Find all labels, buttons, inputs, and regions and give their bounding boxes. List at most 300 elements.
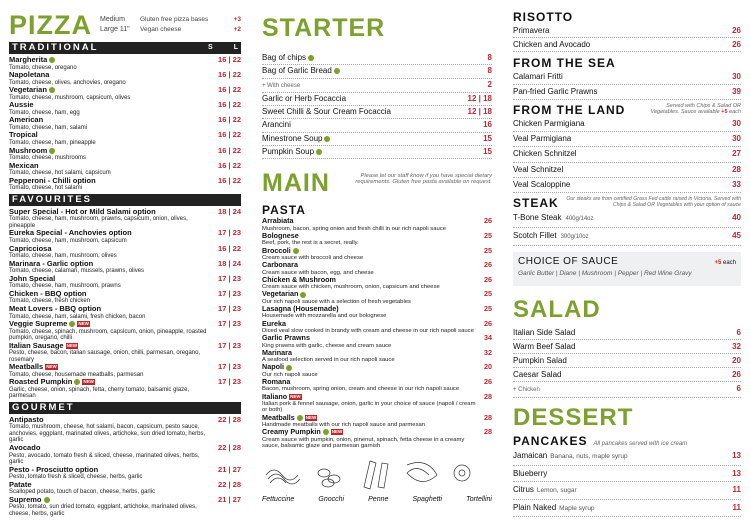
pasta-name: Broccoli xyxy=(262,245,291,255)
dessert-title: DESSERT xyxy=(513,404,634,432)
pizza-price xyxy=(218,416,241,425)
pasta-name: Italiano xyxy=(262,391,288,401)
item-price: 11 xyxy=(732,485,741,495)
pancakes-note: All pancakes served with ice cream xyxy=(593,441,688,448)
price-large: 23 xyxy=(232,362,241,372)
price-small: 22 xyxy=(218,442,227,452)
pizza-item xyxy=(9,147,241,162)
spaghetti-icon xyxy=(407,462,437,481)
price-large: 23 xyxy=(232,319,241,328)
menu-item xyxy=(513,178,741,193)
favourites-list xyxy=(9,208,241,400)
pizza-desc: Tomato, cheese, ham, mushroom, olives xyxy=(9,253,117,260)
item-name: Pumpkin Salad xyxy=(513,356,567,366)
pasta-shapes-illustration xyxy=(262,453,492,493)
favourites-title: FAVOURITES xyxy=(12,193,92,205)
item-name: Chicken Schnitzel xyxy=(513,149,577,159)
item-price: 27 xyxy=(732,149,741,159)
pasta-item xyxy=(262,320,492,335)
pizza-column xyxy=(9,0,241,530)
item-price: 30 xyxy=(732,134,741,144)
menu-item xyxy=(513,24,741,38)
traditional-bar xyxy=(9,42,241,54)
item-name: Sweet Chilli & Sour Cream Focaccia xyxy=(262,107,391,117)
shape-gnocchi: Gnocchi xyxy=(318,495,345,503)
price-sep: | xyxy=(226,130,233,140)
veg-marker-icon xyxy=(323,429,329,435)
pasta-price: 26 xyxy=(484,274,492,284)
price-small: 18 xyxy=(218,206,227,216)
price-small: 16 xyxy=(218,145,227,155)
item-name: Blueberry xyxy=(513,468,548,478)
pasta-price: 26 xyxy=(484,260,492,270)
price-large: 23 xyxy=(232,273,241,283)
pasta-price: 26 xyxy=(484,377,492,387)
pizza-item xyxy=(9,86,241,101)
pizza-price xyxy=(218,101,241,110)
item-name: Scotch Fillet xyxy=(513,231,557,241)
pasta-desc: Cream sauce with broccoli and cheese xyxy=(262,255,364,261)
price-small: 16 xyxy=(218,70,227,80)
menu-item xyxy=(513,163,741,178)
item-price: 13 xyxy=(732,451,741,461)
new-badge: NEW xyxy=(305,414,317,420)
pizza-price xyxy=(218,131,241,140)
pizza-price xyxy=(218,481,241,490)
pizza-name: Patate xyxy=(9,479,32,489)
item-name: Pan-fried Garlic Prawns xyxy=(513,87,598,96)
pizza-name: Aussie xyxy=(9,100,34,110)
item-price: 6 xyxy=(736,328,741,338)
new-badge: NEW xyxy=(290,393,301,399)
size-medium: Medium xyxy=(100,16,125,23)
pizza-item xyxy=(9,444,241,466)
land-note-suffix: each xyxy=(729,109,741,115)
item-name: Arancini xyxy=(262,120,291,130)
pizza-price xyxy=(218,56,241,65)
pasta-desc: Cream sauce with bacon, egg, and cheese xyxy=(262,269,374,276)
price-large: 22 xyxy=(232,175,241,185)
pizza-item xyxy=(9,342,241,364)
new-badge: NEW xyxy=(46,364,57,370)
pizza-price xyxy=(218,305,241,314)
pasta-desc: A seafood selection served in our rich napoli sauce xyxy=(262,357,395,364)
pizza-item xyxy=(9,290,241,305)
pasta-name: Napoli xyxy=(262,362,284,372)
penne-icon xyxy=(364,461,388,489)
veg-marker-icon xyxy=(286,365,292,371)
pasta-desc: Mushroom, bacon, spring onion and fresh chilli in our rich napoli sauce xyxy=(262,225,447,232)
col-l: L xyxy=(233,44,238,51)
pasta-desc: Diced veal slow cooked in brandy with cream and cheese in our rich napoli sauce xyxy=(262,328,474,335)
veg-marker-icon xyxy=(293,248,299,254)
fettuccine-icon xyxy=(266,470,300,484)
price-small: 17 xyxy=(218,319,227,328)
price-sep: | xyxy=(226,206,233,216)
land-note-text: Served with Chips & Salad OR Vegetables. Sauce available xyxy=(650,103,741,115)
item-price: 16 xyxy=(483,120,492,130)
item-price: 30 xyxy=(732,119,741,128)
menu-item xyxy=(513,482,741,500)
pizza-item xyxy=(9,245,241,260)
price-large: 27 xyxy=(232,464,241,474)
pasta-price: 26 xyxy=(484,216,492,226)
item-name: Bag of Garlic Bread xyxy=(262,66,332,76)
price-large: 22 xyxy=(232,70,241,80)
menu-item xyxy=(262,106,492,119)
pasta-shapes-labels xyxy=(262,496,492,503)
price-large: 23 xyxy=(232,303,241,313)
new-badge: NEW xyxy=(83,379,94,385)
price-small: 16 xyxy=(218,175,227,185)
pizza-price xyxy=(218,86,241,95)
pizza-price xyxy=(218,208,241,217)
price-small: 22 xyxy=(218,414,227,424)
item-name: Bag of chips xyxy=(262,53,307,62)
item-price: 45 xyxy=(732,231,741,241)
price-large: 23 xyxy=(232,377,241,387)
pizza-item xyxy=(9,101,241,116)
item-name: Italian Side Salad xyxy=(513,328,576,338)
sauce-header xyxy=(518,256,736,267)
pasta-desc: King prawns with garlic, cheese and cream sauce xyxy=(262,342,392,349)
pasta-list xyxy=(262,217,492,449)
pasta-desc: Cream sauce with chicken, mushroom, onion, capsicum and cheese xyxy=(262,284,440,291)
pizza-price xyxy=(218,466,241,475)
item-price: 20 xyxy=(732,356,741,366)
pizza-item xyxy=(9,208,241,230)
pizza-title: PIZZA xyxy=(9,10,92,40)
pasta-name: Bolognese xyxy=(262,230,299,240)
menu-item xyxy=(262,93,492,106)
pizza-item xyxy=(9,177,241,192)
pasta-item xyxy=(262,232,492,247)
shape-tortellini: Tortellini xyxy=(466,495,492,503)
pizza-item xyxy=(9,56,241,71)
pasta-name: Garlic Prawns xyxy=(262,333,310,343)
new-badge: NEW xyxy=(331,429,343,435)
sauce-options: Garlic Butter | Diane | Mushroom | Pepper | Red Wine Gravy xyxy=(518,270,692,278)
traditional-list xyxy=(9,56,241,192)
menu-item xyxy=(513,228,741,246)
pasta-price: 32 xyxy=(484,347,492,357)
mains-desserts-column xyxy=(513,0,741,530)
pizza-name: Tropical xyxy=(9,130,38,140)
pizza-name: Supremo xyxy=(9,494,42,504)
steak-list xyxy=(513,210,741,246)
pizza-price xyxy=(218,177,241,186)
item-name: Veal Parmigiana xyxy=(513,134,572,144)
item-price: 32 xyxy=(732,342,741,352)
pizza-desc: Pesto, cheese, bacon, italian sausage, onion, chilli, parmesan, oregano, rosemary xyxy=(9,350,201,363)
item-name: Warm Beef Salad xyxy=(513,342,576,352)
pizza-item xyxy=(9,71,241,86)
pizza-name: Antipasto xyxy=(9,414,44,424)
pizza-name: Napoletana xyxy=(9,70,50,80)
pizza-item xyxy=(9,320,241,342)
pizza-desc: Tomato, cheese, ham, mushroom, capsicum xyxy=(9,238,127,245)
pizza-name: American xyxy=(9,115,44,125)
item-name: Pumpkin Soup xyxy=(262,147,315,157)
pizza-desc: Tomato, mushroom, cheese, hot salami, bacon, capsicum, pesto sauce, anchovies, eggplant, marinated olives, artichoke, sun dried tomato, herbs, garlic xyxy=(9,424,206,444)
item-price: 12 | 18 xyxy=(467,93,492,103)
pizza-desc: Scalloped potato, touch of bacon, cheese, herbs, garlic xyxy=(9,489,156,496)
pizza-price xyxy=(218,147,241,156)
menu-item xyxy=(513,448,741,466)
pizza-desc: Tomato, cheese, spinach, mushroom, capsicum, onion, pineapple, roasted pumpkin, oregano, chilli xyxy=(9,328,207,342)
pizza-desc: Tomato, cheese, olives, anchovies, oregano xyxy=(9,79,126,86)
price-sep: | xyxy=(226,175,233,185)
menu-item xyxy=(262,146,492,159)
item-price: 12 | 18 xyxy=(467,107,492,117)
price-small: 21 xyxy=(218,464,227,474)
size-labels xyxy=(100,15,140,35)
pasta-price: 25 xyxy=(484,304,492,314)
pasta-name: Eureka xyxy=(262,318,286,328)
item-price: 30 xyxy=(732,72,741,81)
price-large: 23 xyxy=(232,340,241,350)
land-header xyxy=(513,103,741,117)
veg-marker-icon xyxy=(69,321,75,327)
pasta-price: 28 xyxy=(484,427,492,437)
risotto-title: RISOTTO xyxy=(513,10,574,24)
menu-item xyxy=(262,79,492,93)
menu-item xyxy=(513,500,741,518)
price-sep: | xyxy=(226,70,233,80)
item-name: Minestrone Soup xyxy=(262,133,323,143)
pizza-name: Marinara - Garlic option xyxy=(9,258,94,268)
item-price: 15 xyxy=(483,133,492,143)
extras-prices xyxy=(227,15,241,35)
price-small: 17 xyxy=(218,377,227,387)
pizza-name: Roasted Pumpkin xyxy=(9,377,73,387)
item-weight: 400g/14oz xyxy=(565,216,594,223)
price-large: 22 xyxy=(232,115,241,125)
price-large: 24 xyxy=(232,258,241,268)
pizza-name: Italian Sausage xyxy=(9,340,64,350)
price-large: 22 xyxy=(232,85,241,95)
pizza-price xyxy=(218,229,241,238)
sea-title: FROM THE SEA xyxy=(513,56,616,70)
extra-gf-price: +3 xyxy=(233,16,241,23)
price-small: 16 xyxy=(218,55,227,64)
salad-title: SALAD xyxy=(513,296,601,324)
pizza-item xyxy=(9,416,241,444)
price-large: 24 xyxy=(232,206,241,216)
item-name: Veal Schnitzel xyxy=(513,164,564,174)
gourmet-bar xyxy=(9,402,241,414)
pasta-desc: Handmade meatballs with our rich napoli sauce and parmesan xyxy=(262,421,426,428)
shape-penne: Penne xyxy=(368,495,389,503)
land-title: FROM THE LAND xyxy=(513,103,626,117)
pizza-desc: Tomato, cheese, ham, egg xyxy=(9,109,80,116)
pizza-name: Vegetarian xyxy=(9,85,47,95)
item-price: 26 xyxy=(732,26,741,35)
item-price: 28 xyxy=(732,164,741,174)
price-large: 23 xyxy=(232,288,241,298)
item-name: Calamari Fritti xyxy=(513,72,563,81)
item-name: Citrus xyxy=(513,485,534,495)
price-sep: | xyxy=(226,273,233,283)
price-small: 22 xyxy=(218,479,227,489)
price-large: 22 xyxy=(232,243,241,253)
pizza-item xyxy=(9,131,241,146)
pizza-price xyxy=(218,342,241,351)
price-sep: | xyxy=(226,160,233,170)
veg-marker-icon xyxy=(334,68,340,74)
item-name: Garlic or Herb Focaccia xyxy=(262,93,347,103)
pizza-desc: Tomato, cheese, fresh chicken xyxy=(9,298,91,305)
price-sep: | xyxy=(226,85,233,95)
pasta-price: 28 xyxy=(484,412,492,422)
item-desc: Lemon, sugar xyxy=(536,487,577,495)
item-price: 8 xyxy=(487,66,492,76)
price-sep: | xyxy=(226,303,233,313)
pizza-name: Pesto - Prosciutto option xyxy=(9,464,99,474)
item-price: 15 xyxy=(483,147,492,157)
menu-item xyxy=(513,210,741,228)
pizza-item xyxy=(9,305,241,320)
item-price: 2 xyxy=(487,79,492,89)
price-small: 16 xyxy=(218,100,227,110)
pizza-item xyxy=(9,481,241,496)
menu-item xyxy=(513,38,741,52)
price-small: 17 xyxy=(218,273,227,283)
pizza-name: Eureka Special - Anchovies option xyxy=(9,228,132,238)
main-header xyxy=(262,169,492,203)
steak-title: STEAK xyxy=(513,196,559,211)
pizza-desc: Tomato, cheese, ham, salami, fresh chicken, bacon xyxy=(9,313,146,320)
pizza-desc: Garlic, cheese, onion, spinach, fetta, cherry tomato, balsamic glaze, parmesan xyxy=(9,386,190,400)
price-sep: | xyxy=(226,362,233,372)
pizza-desc: Tomato, cheese, calamari, mussels, prawns, olives xyxy=(9,268,145,275)
pasta-desc: Our rich napoli sauce with a selection of fresh vegetables xyxy=(262,298,411,305)
new-badge: NEW xyxy=(66,342,78,348)
pasta-item xyxy=(262,305,492,320)
steak-note: Our steaks are from certified Grass Fed cattle raised in Victoria. Served with Chips & Salad OR Vegetables with your option of sauce xyxy=(566,196,741,209)
pizza-name: Meatballs xyxy=(9,362,44,372)
pasta-name: Marinara xyxy=(262,347,292,357)
pasta-name: Creamy Pumpkin xyxy=(262,427,321,437)
pizza-price xyxy=(218,378,241,387)
price-large: 28 xyxy=(232,479,241,489)
veg-marker-icon xyxy=(49,148,55,154)
pizza-desc: Tomato, cheese, mushrooms xyxy=(9,155,87,162)
price-small: 17 xyxy=(218,228,227,238)
menu-item xyxy=(513,70,741,85)
pasta-item xyxy=(262,414,492,429)
pizza-price xyxy=(218,320,241,329)
item-desc: Maple syrup xyxy=(559,504,595,512)
pasta-desc: Our rich napoli sauce xyxy=(262,371,318,378)
pizza-desc: Tomato, cheese, ham, pineapple xyxy=(9,140,96,147)
pasta-item xyxy=(262,217,492,232)
tortellini-icon xyxy=(454,465,470,481)
shape-fettuccine: Fettuccine xyxy=(262,495,295,503)
traditional-title: TRADITIONAL xyxy=(12,42,99,53)
item-name: T-Bone Steak xyxy=(513,213,562,223)
pancakes-header xyxy=(513,434,741,448)
pizza-name: Avocado xyxy=(9,442,41,452)
pasta-item xyxy=(262,247,492,262)
price-sep: | xyxy=(226,319,233,328)
pasta-name: Chicken & Mushroom xyxy=(262,274,336,284)
price-large: 22 xyxy=(232,100,241,110)
sauce-price: +5 xyxy=(714,260,722,267)
price-sep: | xyxy=(226,243,233,253)
pizza-price xyxy=(218,260,241,269)
item-name: + Chicken xyxy=(513,387,540,394)
veg-marker-icon xyxy=(49,57,55,63)
pizza-price xyxy=(218,71,241,80)
item-name: Chicken Parmigiana xyxy=(513,119,585,128)
pizza-price xyxy=(218,116,241,125)
price-large: 22 xyxy=(232,55,241,64)
item-name: Veal Scaloppine xyxy=(513,179,571,189)
size-large: Large 11" xyxy=(100,26,130,33)
price-large: 22 xyxy=(232,130,241,140)
item-name: Primavera xyxy=(513,26,550,35)
price-large: 28 xyxy=(232,414,241,424)
item-price: 33 xyxy=(732,179,741,189)
price-small: 21 xyxy=(218,494,227,504)
pizza-name: Margherita xyxy=(9,55,48,64)
land-list xyxy=(513,117,741,193)
pizza-name: Super Special - Hot or Mild Salami option xyxy=(9,206,156,216)
starter-list xyxy=(262,52,492,159)
shape-spaghetti: Spaghetti xyxy=(412,495,443,503)
main-title: MAIN xyxy=(262,169,330,198)
price-small: 16 xyxy=(218,130,227,140)
price-sep: | xyxy=(226,494,233,504)
gnocchi-icon xyxy=(318,469,330,477)
gourmet-list xyxy=(9,416,241,517)
starter-title: STARTER xyxy=(262,14,386,42)
gourmet-title: GOURMET xyxy=(12,401,75,413)
price-sep: | xyxy=(226,340,233,350)
pasta-desc: Beef, pork, the rest is a secret, really. xyxy=(262,240,359,247)
price-sep: | xyxy=(226,115,233,125)
pasta-desc: Housemade with mozzarella and our bolognese xyxy=(262,313,387,320)
pizza-desc: Tomato, cheese, oregano xyxy=(9,64,77,71)
steak-header xyxy=(513,196,741,210)
pizza-price xyxy=(218,162,241,171)
pizza-name: Chicken - BBQ option xyxy=(9,288,87,298)
price-sep: | xyxy=(226,414,233,424)
pizza-desc: Tomato, cheese, housemade meatballs, parmesan xyxy=(9,371,144,378)
pancakes-title: PANCAKES xyxy=(513,434,588,449)
veg-marker-icon xyxy=(300,292,306,298)
menu-item xyxy=(513,368,741,382)
item-price: 13 xyxy=(732,468,741,478)
pasta-title: PASTA xyxy=(262,203,306,218)
pizza-desc: Tomato, cheese, ham, mushroom, prawns, capsicum, onion, olives, pineapple xyxy=(9,216,188,229)
price-small: 17 xyxy=(218,288,227,298)
pizza-item xyxy=(9,378,241,400)
pasta-price: 25 xyxy=(484,245,492,255)
col-s: S xyxy=(208,44,213,51)
menu-item xyxy=(513,466,741,483)
pizza-name: Meat Lovers - BBQ option xyxy=(9,303,102,313)
sea-list xyxy=(513,70,741,100)
main-note: Please let our staff know if you have special dietary requirements. Gluten free pasta available on request. xyxy=(355,173,492,186)
price-sep: | xyxy=(226,55,233,64)
pizza-item xyxy=(9,162,241,177)
item-price: 8 xyxy=(487,53,492,62)
pasta-desc: Cream sauce with pumpkin, onion, pinenut, spinach, fetta cheese in a creamy sauce, balsamic glaze and parmesan garnish xyxy=(262,436,465,449)
price-sep: | xyxy=(226,100,233,110)
starter-main-column xyxy=(262,0,492,530)
